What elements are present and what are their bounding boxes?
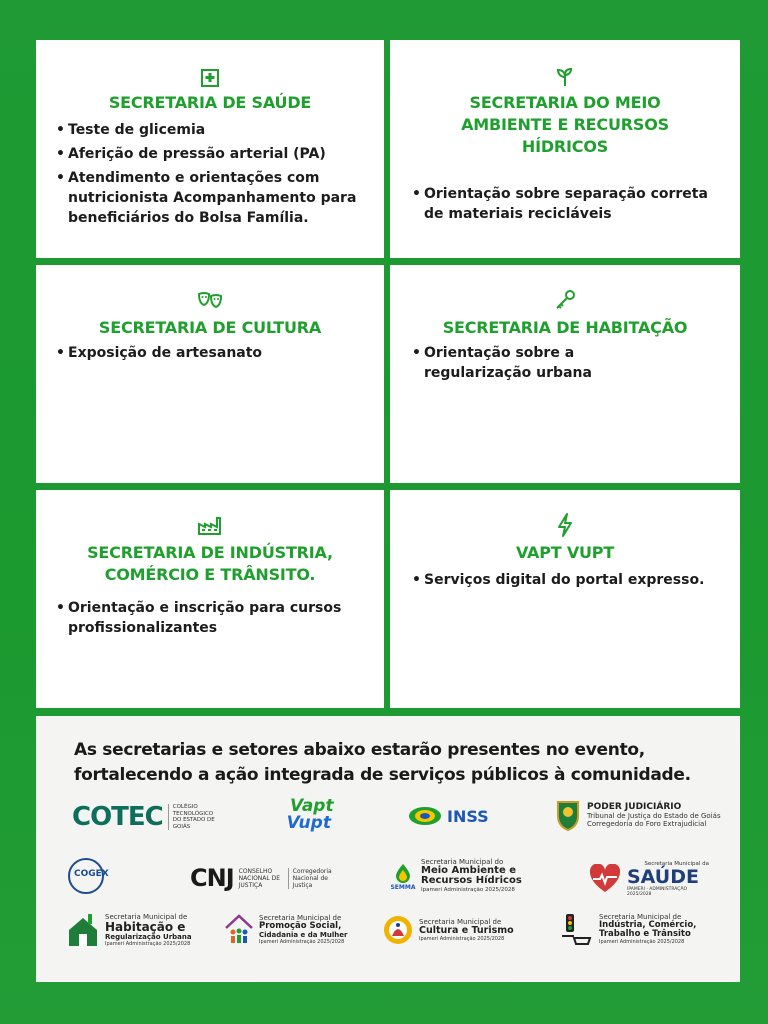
list-item: • Teste de glicemia bbox=[56, 120, 372, 140]
cultura-emblem-icon bbox=[382, 914, 414, 946]
hospital-icon bbox=[199, 66, 221, 88]
list-item: • Aferição de pressão arterial (PA) bbox=[56, 144, 372, 164]
heart-icon bbox=[588, 864, 622, 894]
card-title: SECRETARIA DE HABITAÇÃO bbox=[442, 318, 688, 337]
water-drop-icon bbox=[390, 862, 416, 884]
card-cultura bbox=[36, 265, 384, 483]
card-title: SECRETARIA DE SAÚDE bbox=[108, 93, 312, 112]
list-item: • Orientação sobre a regularização urbana bbox=[412, 343, 604, 383]
card-industria bbox=[36, 490, 384, 708]
card-vapt-vupt bbox=[390, 490, 740, 708]
cogex-logo: COGEX bbox=[66, 856, 106, 896]
coat-of-arms-icon bbox=[554, 798, 582, 832]
card-meio-ambiente bbox=[390, 40, 740, 258]
industria-comercio-logo: Secretaria Municipal de Indústria, Comércio, Trabalho e Trânsito Ipameri Administração 2025/2028 bbox=[560, 912, 711, 946]
family-house-icon bbox=[224, 912, 254, 946]
inss-emblem-icon bbox=[408, 806, 442, 826]
inss-logo: INSS bbox=[408, 806, 489, 826]
poder-judiciario-logo: PODER JUDICIÁRIO Tribunal de Justiça do Estado de Goiás Corregedoria do Foro Extrajudicial bbox=[554, 798, 721, 832]
list-item: • Orientação sobre separação correta de materiais recicláveis bbox=[412, 184, 728, 224]
traffic-light-icon bbox=[560, 912, 594, 946]
semma-logo: SEMMA Secretaria Municipal do Meio Ambiente e Recursos Hídricos Ipameri Administração 2025/2028 bbox=[390, 858, 522, 893]
vapt-vupt-logo: Vapt Vupt bbox=[286, 796, 334, 833]
list-item: • Orientação e inscrição para cursos profissionalizantes bbox=[56, 598, 372, 638]
list-item: • Serviços digital do portal expresso. bbox=[412, 570, 728, 590]
list-item: • Atendimento e orientações com nutricionista Acompanhamento para beneficiários do Bolsa Família. bbox=[56, 168, 372, 228]
factory-icon bbox=[197, 514, 223, 536]
house-icon bbox=[66, 912, 100, 948]
card-title: SECRETARIA DO MEIO AMBIENTE E RECURSOS HÍDRICOS bbox=[461, 93, 669, 156]
saude-logo: Secretaria Municipal da SAÚDE IPAMERI · ADMINISTRAÇÃO 2025/2028 bbox=[588, 860, 709, 897]
plant-icon bbox=[554, 66, 576, 88]
promocao-social-logo: Secretaria Municipal de Promoção Social, Cidadania e da Mulher Ipameri Administração 2025/2028 bbox=[224, 912, 359, 946]
partners-section bbox=[36, 716, 740, 982]
key-icon bbox=[553, 289, 577, 311]
card-habitacao bbox=[390, 265, 740, 483]
cotec-logo: COTEC COLÉGIO TECNOLÓGICO DO ESTADO DE GOIÁS bbox=[72, 802, 215, 832]
card-title: SECRETARIA DE INDÚSTRIA, COMÉRCIO E TRÂNSITO. bbox=[87, 543, 333, 584]
card-title: SECRETARIA DE CULTURA bbox=[98, 318, 322, 337]
card-saude bbox=[36, 40, 384, 258]
cultura-turismo-logo: Secretaria Municipal de Cultura e Turismo Ipameri Administração 2025/2028 bbox=[382, 914, 529, 946]
partners-intro-text: As secretarias e setores abaixo estarão presentes no evento, fortalecendo a ação integrada de serviços públicos à comunidade. bbox=[74, 740, 691, 785]
list-item: • Exposição de artesanato bbox=[56, 343, 372, 363]
card-title: VAPT VUPT bbox=[515, 543, 615, 562]
habitacao-logo: Secretaria Municipal de Habitação e Regularização Urbana Ipameri Administração 2025/2028 bbox=[66, 912, 201, 948]
theater-masks-icon bbox=[197, 289, 223, 311]
lightning-icon bbox=[554, 512, 576, 538]
cnj-logo: CNJ CONSELHO NACIONAL DE JUSTIÇA Corregedoria Nacional de Justiça bbox=[190, 864, 337, 892]
